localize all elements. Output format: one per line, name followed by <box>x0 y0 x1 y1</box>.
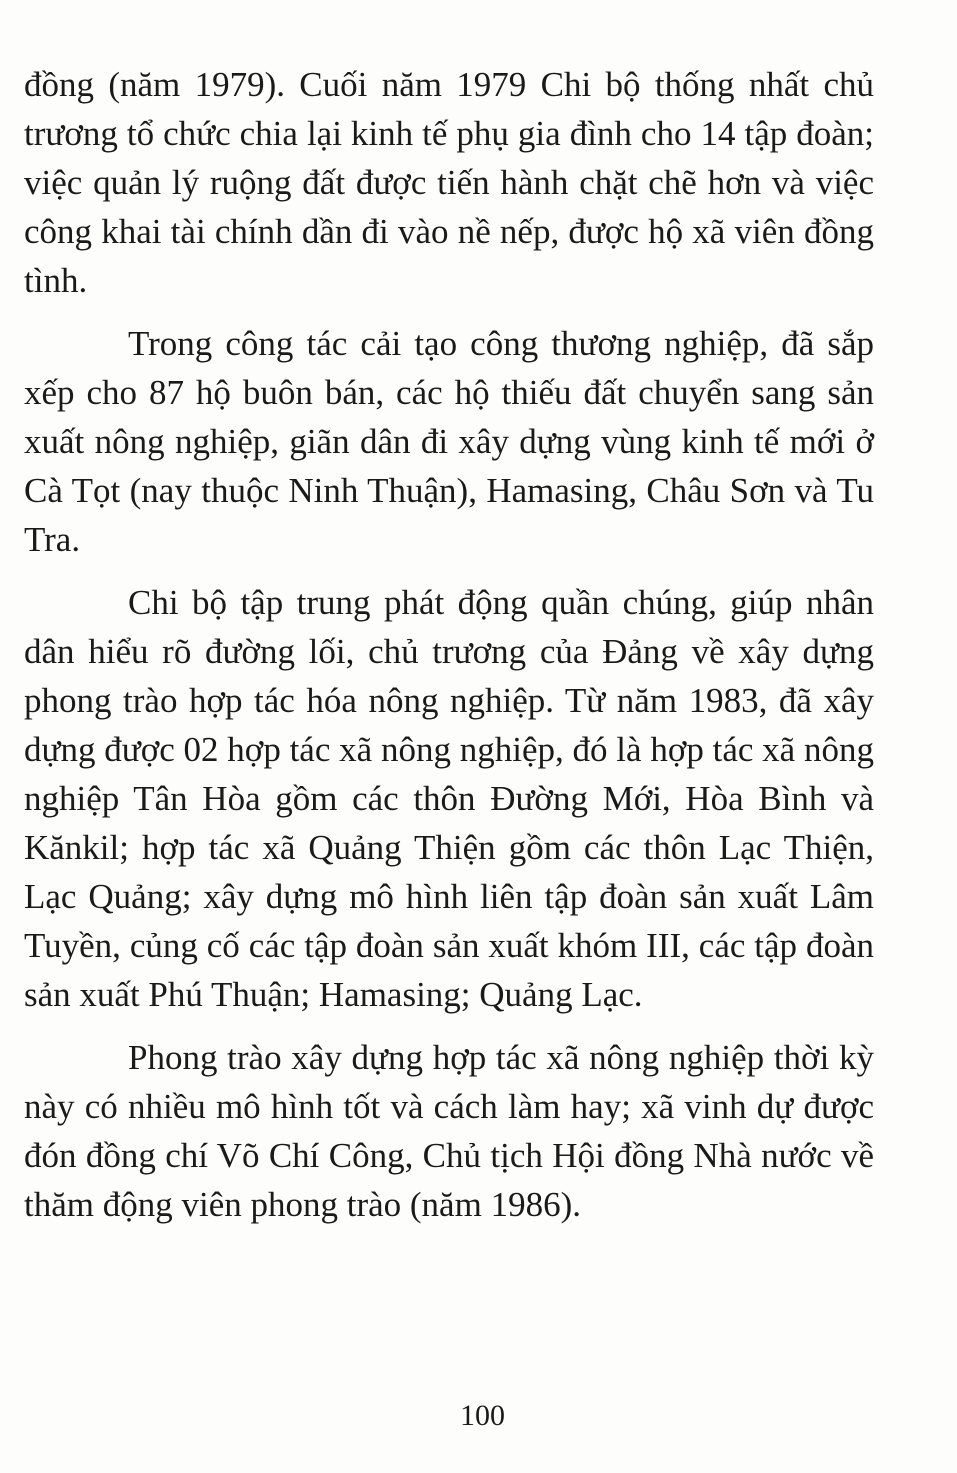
paragraph-1: đồng (năm 1979). Cuối năm 1979 Chi bộ thống nhất chủ trương tổ chức chia lại kinh tế phụ gia đình cho 14 tập đoàn; việc quản lý ruộng đất được tiến hành chặt chẽ hơn và việc công khai tài chính dần đi vào nề nếp, được hộ xã viên đồng tình. <box>24 65 874 300</box>
body-text <box>24 60 874 1243</box>
paragraph-4: Phong trào xây dựng hợp tác xã nông nghiệp thời kỳ này có nhiều mô hình tốt và cách làm hay; xã vinh dự được đón đồng chí Võ Chí Công, Chủ tịch Hội đồng Nhà nước về thăm động viên phong trào (năm 1986). <box>24 1038 874 1224</box>
paragraph-3: Chi bộ tập trung phát động quần chúng, giúp nhân dân hiểu rõ đường lối, chủ trương của Đảng về xây dựng phong trào hợp tác hóa nông nghiệp. Từ năm 1983, đã xây dựng được 02 hợp tác xã nông nghiệp, đó là hợp tác xã nông nghiệp Tân Hòa gồm các thôn Đường Mới, Hòa Bình và Kănkil; hợp tác xã Quảng Thiện gồm các thôn Lạc Thiện, Lạc Quảng; xây dựng mô hình liên tập đoàn sản xuất Lâm Tuyền, củng cố các tập đoàn sản xuất khóm III, các tập đoàn sản xuất Phú Thuận; Hamasing; Quảng Lạc. <box>24 583 874 1014</box>
page-number: 100 <box>460 1399 505 1432</box>
paragraph-2: Trong công tác cải tạo công thương nghiệp, đã sắp xếp cho 87 hộ buôn bán, các hộ thiếu đất chuyển sang sản xuất nông nghiệp, giãn dân đi xây dựng vùng kinh tế mới ở Cà Tọt (nay thuộc Ninh Thuận), Hamasing, Châu Sơn và Tu Tra. <box>24 324 874 559</box>
